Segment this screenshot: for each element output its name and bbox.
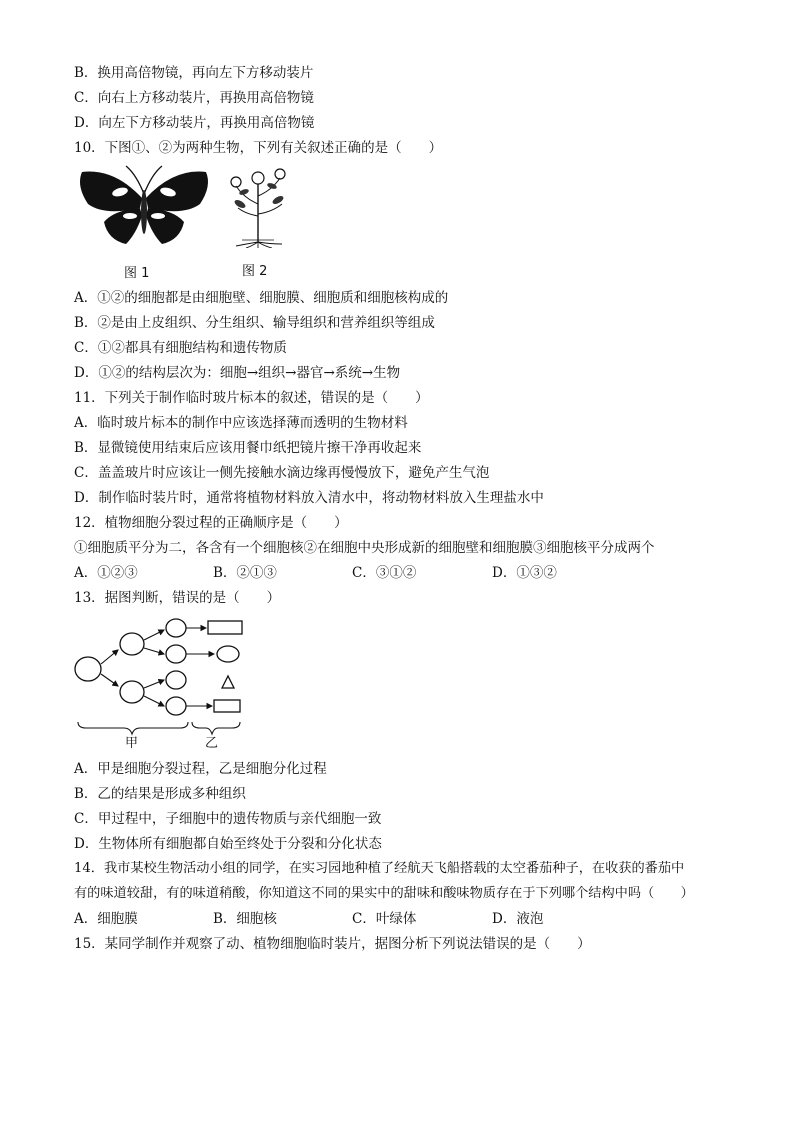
q10-option-a: A．①②的细胞都是由细胞壁、细胞膜、细胞质和细胞核构成的 [74,290,449,306]
q12-option-a: A．①②③ [74,565,138,581]
q14-stem-line2: 有的味道较甜，有的味道稍酸，你知道这不同的果实中的甜味和酸味物质存在于下列哪个结构中吗（ ） [74,886,694,901]
q11-stem: 11．下列关于制作临时玻片标本的叙述，错误的是（ ） [74,390,429,406]
q14-option-c: C．叶绿体 [352,911,417,927]
q13-stem: 13．据图判断，错误的是（ ） [74,590,281,606]
q15-stem: 15．某同学制作并观察了动、植物细胞临时装片，据图分析下列说法错误的是（ ） [74,936,591,952]
fig1-caption: 图 1 [124,266,150,281]
butterfly-figure [74,164,214,246]
plant-figure [222,164,294,248]
q12-description: ①细胞质平分为二，各含有一个细胞核②在细胞中央形成新的细胞壁和细胞膜③细胞核平分成两个 [74,540,655,556]
q10-option-d: D．①②的结构层次为：细胞→组织→器官→系统→生物 [74,365,401,381]
q13-option-b: B．乙的结果是形成多种组织 [74,786,246,802]
q11-option-b: B．显微镜使用结束后应该用餐巾纸把镜片擦干净再收起来 [74,440,422,456]
q11-option-a: A．临时玻片标本的制作中应该选择薄而透明的生物材料 [74,415,408,431]
q10-option-c: C．①②都具有细胞结构和遗传物质 [74,340,287,356]
q11-option-c: C．盖盖玻片时应该让一侧先接触水滴边缘再慢慢放下，避免产生气泡 [74,465,490,481]
q10-stem: 10．下图①、②为两种生物，下列有关叙述正确的是（ ） [74,140,443,156]
q14-option-b: B．细胞核 [213,911,277,927]
q10-option-b: B．②是由上皮组织、分生组织、输导组织和营养组织等组成 [74,315,435,331]
q11-option-d: D．制作临时装片时，通常将植物材料放入清水中，将动物材料放入生理盐水中 [74,490,544,506]
q9-option-b: B．换用高倍物镜，再向左下方移动装片 [74,65,314,81]
q14-option-a: A．细胞膜 [74,911,138,927]
q14-option-d: D．液泡 [492,911,544,927]
q12-option-d: D．①③② [492,565,557,581]
q9-option-c: C．向右上方移动装片，再换用高倍物镜 [74,90,314,106]
label-yi: 乙 [205,736,219,751]
cell-division-differentiation-diagram [72,614,262,744]
q12-option-c: C．③①② [352,565,417,581]
q12-stem: 12．植物细胞分裂过程的正确顺序是（ ） [74,515,348,531]
q14-stem-line1: 14．我市某校生物活动小组的同学，在实习园地种植了经航天飞船搭载的太空番茄种子，在收获的番茄中 [74,861,685,876]
q13-option-d: D．生物体所有细胞都自始至终处于分裂和分化状态 [74,836,382,852]
q13-option-a: A．甲是细胞分裂过程，乙是细胞分化过程 [74,761,327,777]
label-jia: 甲 [125,736,139,751]
fig2-caption: 图 2 [242,264,268,279]
q13-option-c: C．甲过程中，子细胞中的遗传物质与亲代细胞一致 [74,811,382,827]
q9-option-d: D．向左下方移动装片，再换用高倍物镜 [74,115,315,131]
q12-option-b: B．②①③ [213,565,277,581]
